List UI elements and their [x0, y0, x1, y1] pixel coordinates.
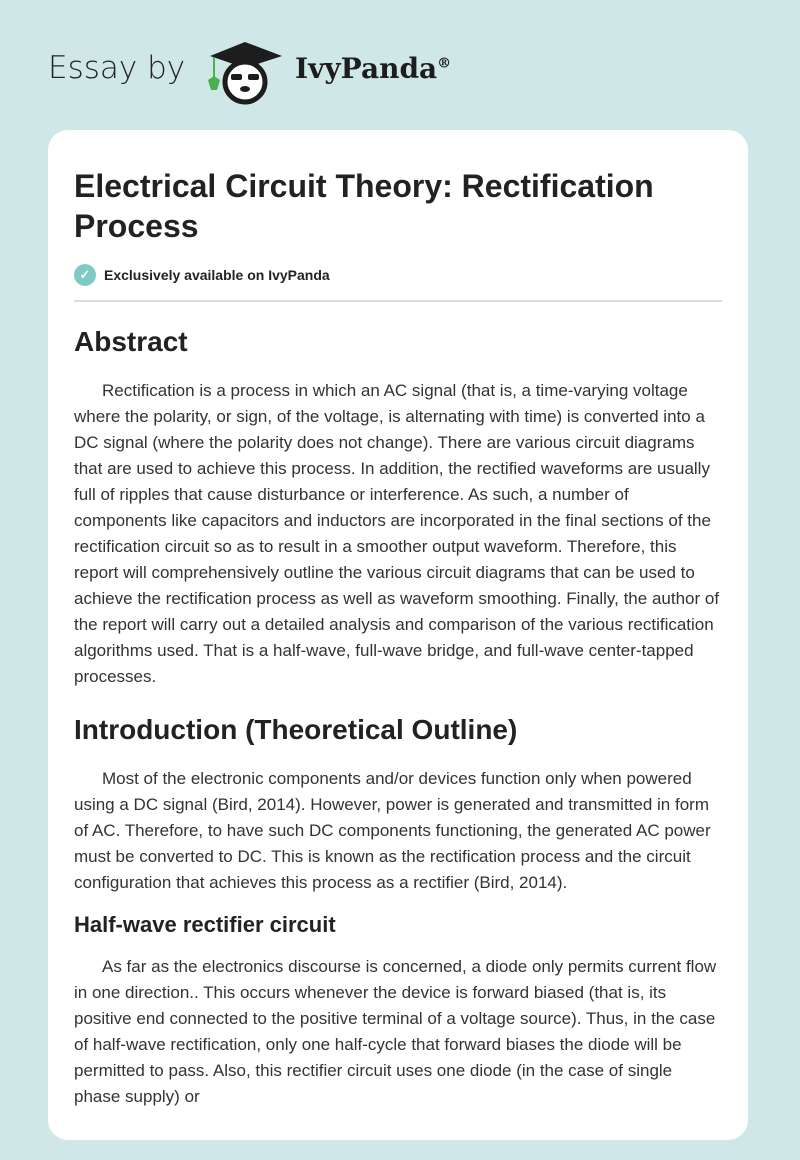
abstract-paragraph: Rectification is a process in which an AC signal (that is, a time-varying voltage where the polarity, or sign, of the voltage, is alternating with time) is converted into a DC signal (where the polarity does not change). There are various circuit diagrams that are used to achieve this process. In addition, the rectified waveforms are usually full of ripples that cause disturbance or interference. As such, a number of components like capacitors and inductors are incorporated in the final sections of the rectification circuit so as to result in a smoother output waveform. Therefore, this report will comprehensively outline the various circuit diagrams that can be used to achieve the rectification process as well as waveform smoothing. Finally, the author of the report will carry out a detailed analysis and comparison of the various rectification algorithms used. That is a half-wave, full-wave bridge, and full-wave center-tapped processes.	[74, 381, 720, 686]
exclusive-badge	[74, 264, 722, 302]
section-heading-introduction: Introduction (Theoretical Outline)	[74, 714, 518, 745]
panda-logo-icon[interactable]	[200, 36, 290, 106]
site-header	[0, 0, 800, 130]
essay-card	[48, 130, 748, 1140]
section-heading-half-wave: Half-wave rectifier circuit	[74, 912, 336, 937]
half-wave-paragraph: As far as the electronics discourse is concerned, a diode only permits current flow in one direction.. This occurs whenever the device is forward biased (that is, its positive end connected to the positive terminal of a voltage source). Thus, in the case of half-wave rectification, only one half-cycle that forward biases the diode will be permitted to pass. Also, this rectifier circuit uses one diode (in the case of single phase supply) or	[74, 957, 717, 1106]
section-heading-abstract: Abstract	[74, 326, 188, 357]
exclusive-label: Exclusively available on IvyPanda	[104, 267, 330, 283]
registered-mark: ®	[437, 55, 452, 72]
brand-text: IvyPanda	[295, 52, 438, 85]
essay-title: Electrical Circuit Theory: Rectification Process	[74, 168, 654, 244]
check-icon: ✓	[74, 264, 96, 286]
essay-by-label: Essay by	[48, 50, 186, 86]
brand-name[interactable]	[295, 52, 451, 85]
introduction-paragraph: Most of the electronic components and/or devices function only when powered using a DC signal (Bird, 2014). However, power is generated and transmitted in form of AC. Therefore, to have such DC components functioning, the generated AC power must be converted to DC. This is known as the rectification process and the circuit configuration that achieves this process as a rectifier (Bird, 2014).	[74, 769, 711, 892]
